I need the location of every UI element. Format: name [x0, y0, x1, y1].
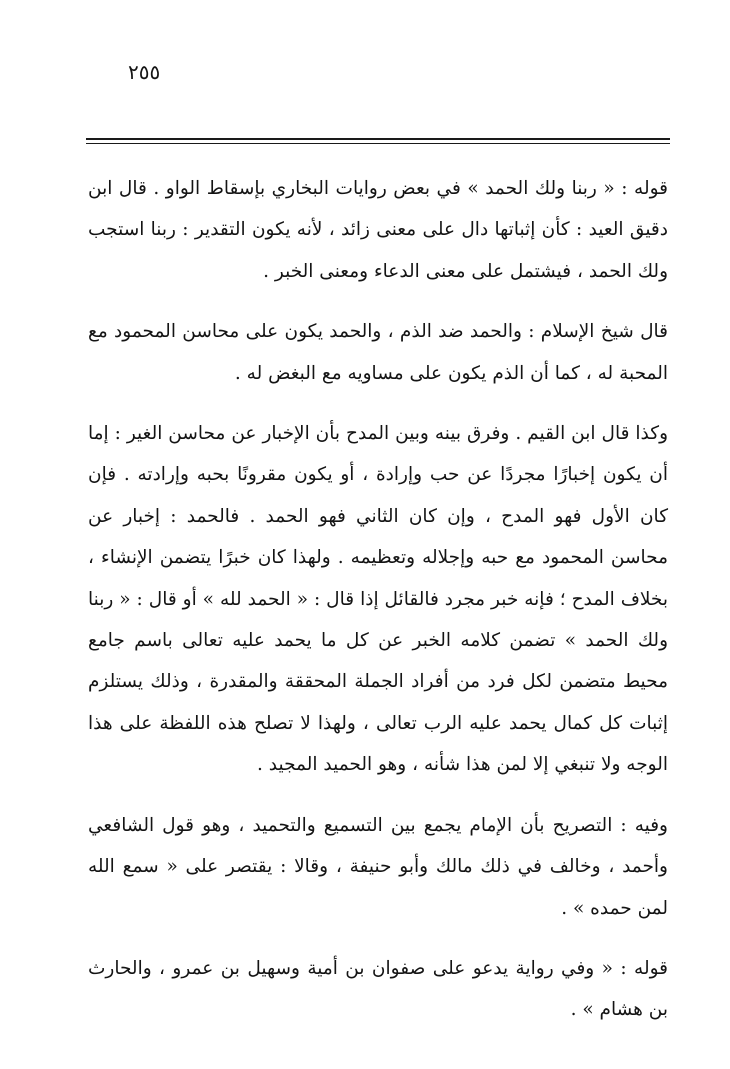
- paragraph-5: قوله : « وفي رواية يدعو على صفوان بن أمية وسهيل بن عمرو ، والحارث بن هشام » .: [88, 957, 668, 1021]
- paragraph-3: وكذا قال ابن القيم . وفرق بينه وبين المدح بأن الإخبار عن محاسن الغير : إما أن يكون إخبارًا مجردًا عن حب وإرادة ، أو يكون مقرونًا بحبه وإرادته . فإن كان الأول فهو المدح ، وإن كان الثاني فهو الحمد . فالحمد : إخبار عن محاسن المحمود مع حبه وإجلاله وتعظيمه . ولهذا كان خبرًا يتضمن الإنشاء ، بخلاف المدح ؛ فإنه خبر مجرد فالقائل إذا قال : « الحمد لله » أو قال : « ربنا ولك الحمد » تضمن كلامه الخبر عن كل ما يحمد عليه تعالى باسم جامع محيط متضمن لكل فرد من أفراد الجملة المحققة والمقدرة ، وذلك يستلزم إثبات كل كمال يحمد عليه الرب تعالى ، ولهذا لا تصلح هذه اللفظة على هذا الوجه ولا تنبغي إلا لمن هذا شأنه ، وهو الحميد المجيد .: [88, 423, 668, 776]
- header-rule-thin: [86, 143, 670, 144]
- paragraph-1: قوله : « ربنا ولك الحمد » في بعض روايات البخاري بإسقاط الواو . قال ابن دقيق العيد : كأن إثباتها دال على معنى زائد ، لأنه يكون التقدير : ربنا استجب ولك الحمد ، فيشتمل على معنى الدعاء ومعنى الخبر .: [88, 178, 668, 282]
- header-rule-thick: [86, 138, 670, 140]
- page-number: ٢٥٥: [128, 60, 161, 84]
- paragraph-4: وفيه : التصريح بأن الإمام يجمع بين التسميع والتحميد ، وهو قول الشافعي وأحمد ، وخالف في ذلك مالك وأبو حنيفة ، وقالا : يقتصر على « سمع الله لمن حمده » .: [88, 814, 668, 919]
- body-text: [88, 168, 668, 1031]
- paragraph-2: قال شيخ الإسلام : والحمد ضد الذم ، والحمد يكون على محاسن المحمود مع المحبة له ، كما أن الذم يكون على مساويه مع البغض له .: [88, 321, 668, 384]
